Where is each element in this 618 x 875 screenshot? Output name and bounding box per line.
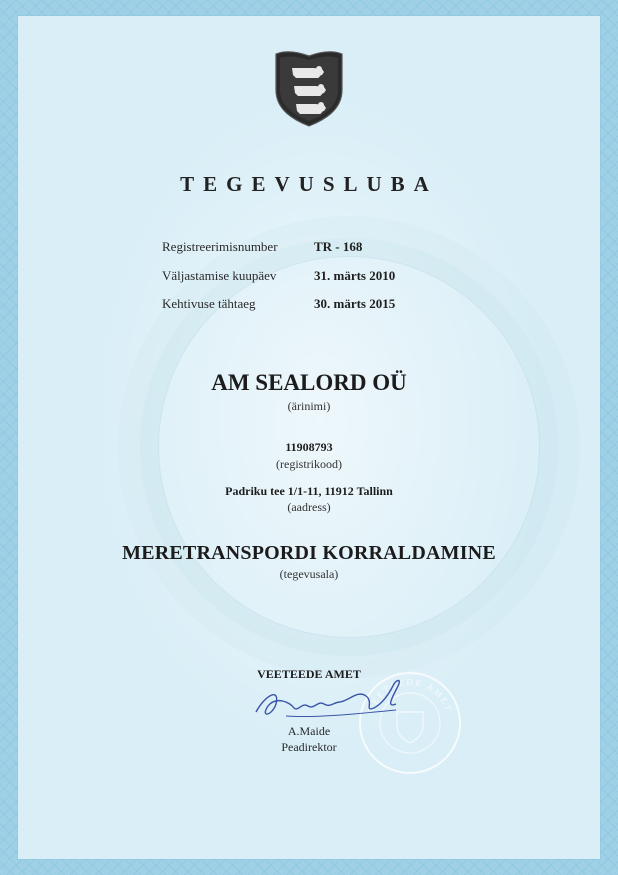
field-value: TR - 168 (314, 239, 363, 254)
seal-text: VEETEEDE AMET (365, 676, 455, 714)
activity-field: MERETRANSPORDI KORRALDAMINE (122, 542, 496, 564)
estonian-coat-of-arms-icon (272, 50, 346, 128)
signer-name: A.Maide (287, 724, 331, 738)
registry-code-caption: (registrikood) (276, 457, 342, 471)
signer-title: Peadirektor (281, 740, 337, 754)
issuing-authority: VEETEEDE AMET (257, 667, 361, 681)
document-title: TEGEVUSLUBA (180, 172, 438, 196)
address-caption: (aadress) (287, 500, 331, 514)
field-label: Registreerimisnumber (162, 239, 278, 254)
field-value: 30. märts 2015 (314, 296, 396, 311)
activity-caption: (tegevusala) (279, 567, 339, 581)
field-label: Kehtivuse tähtaeg (162, 296, 256, 311)
field-label: Väljastamise kuupäev (162, 268, 277, 283)
registry-code: 11908793 (285, 440, 333, 454)
field-value: 31. märts 2010 (314, 268, 396, 283)
company-name: AM SEALORD OÜ (211, 370, 407, 395)
company-name-caption: (ärinimi) (287, 399, 331, 413)
company-address: Padriku tee 1/1-11, 11912 Tallinn (225, 484, 393, 498)
handwritten-signature (246, 672, 416, 732)
